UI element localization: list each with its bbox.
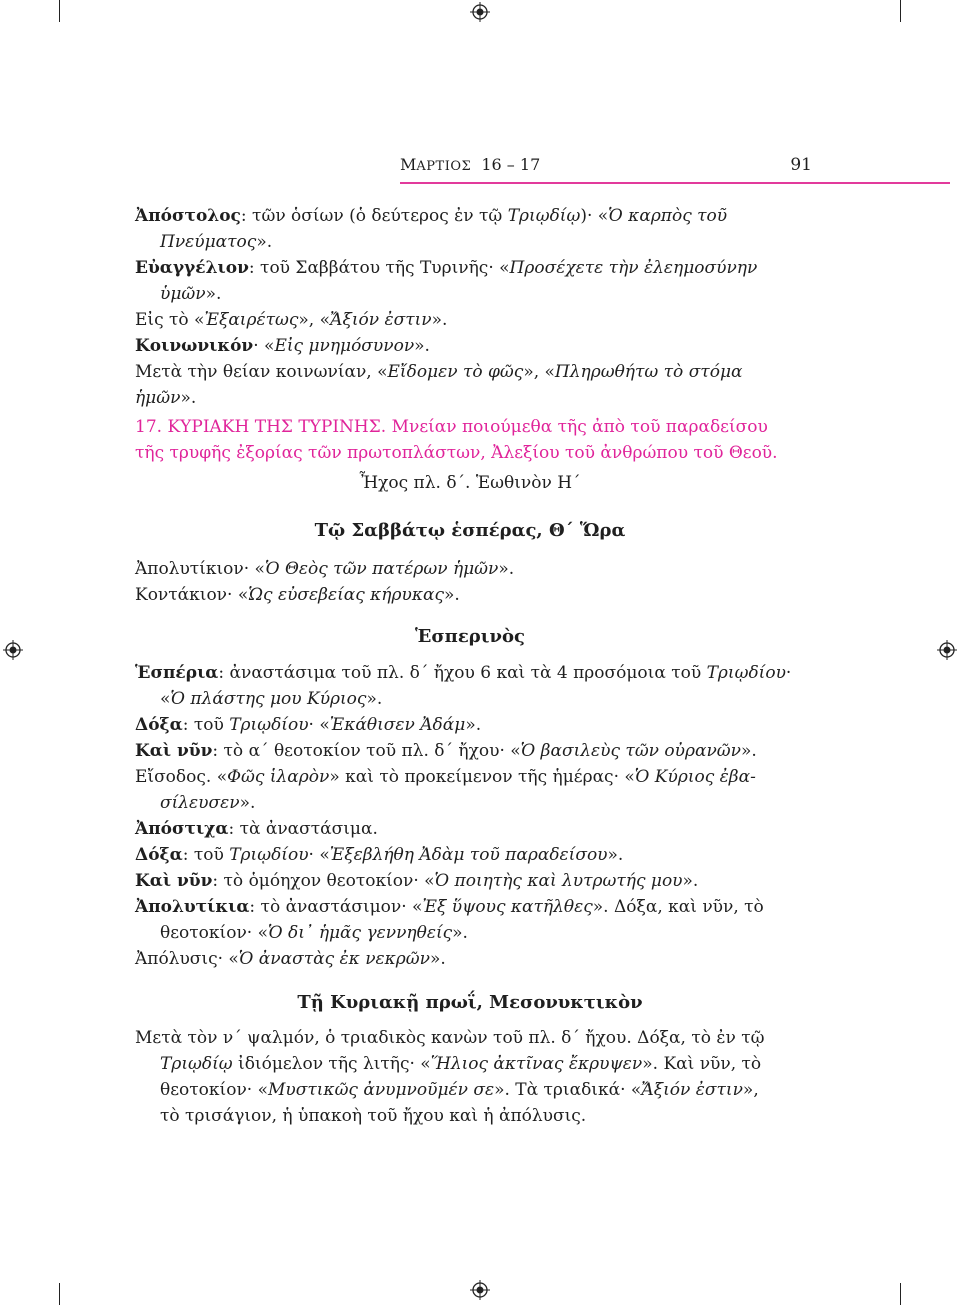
koinonikon-line: Κοινωνικόν· «Εἰς μνημόσυνον». xyxy=(135,336,430,356)
feast-title: ΚΥΡΙΑΚΗ ΤΗΣ ΤΥΡΙΝΗΣ. xyxy=(167,417,387,437)
registration-mark-icon xyxy=(937,640,957,660)
apolytikia-line-cont: θεοτοκίον· «Ὁ δι᾽ ἡμᾶς γεννηθείς». xyxy=(160,923,468,943)
feast-heading: 17. ΚΥΡΙΑΚΗ ΤΗΣ ΤΥΡΙΝΗΣ. Μνείαν ποιούμεθα τῆς ἀπὸ τοῦ παραδείσου τῆς τρυφῆς ἐξορίας τῶν πρωτοπλάστων, Ἀλεξίου τοῦ ἀνθρώπου τοῦ Θεοῦ. xyxy=(135,417,778,463)
vespers-heading: Ἑσπερινὸς xyxy=(415,626,525,647)
crop-mark xyxy=(900,1283,901,1305)
hesperia-line-cont: «Ὁ πλάστης μου Κύριος». xyxy=(160,689,383,709)
gospel-line-cont: ὑμῶν». xyxy=(160,284,222,304)
gospel-line: Εὐαγγέλιον: τοῦ Σαββάτου τῆς Τυρινῆς· «Προσέχετε τὴν ἐλεημοσύνην xyxy=(135,258,758,278)
sunday-line-2: Τριῳδίῳ ἰδιόμελον τῆς λιτῆς· «Ἥλιος ἀκτῖνας ἔκρυψεν». Καὶ νῦν, τὸ xyxy=(160,1054,762,1074)
megalynarion-line: Εἰς τὸ «Ἐξαιρέτως», «Ἄξιόν ἐστιν». xyxy=(135,310,448,330)
crop-mark xyxy=(59,1283,60,1305)
aposticha-line: Ἀπόστιχα: τὰ ἀναστάσιμα. xyxy=(135,819,378,839)
sunday-line-4: τὸ τρισάγιον, ἡ ὑπακοὴ τοῦ ἤχου καὶ ἡ ἀπόλυσις. xyxy=(160,1106,587,1126)
crop-mark xyxy=(900,0,901,22)
kontakion-line: Κοντάκιον· «Ὡς εὐσεβείας κήρυκας». xyxy=(135,585,460,605)
saturday-heading: Τῷ Σαββάτῳ ἑσπέρας, Θ΄ Ὥρα xyxy=(314,520,626,541)
liturgy-readings xyxy=(135,203,805,411)
header-title: ΜΑΡΤΙΟΣ 16 – 17 xyxy=(400,155,541,174)
apostolos-line-cont: Πνεύματος». xyxy=(160,232,273,252)
apolysis-line: Ἀπόλυσις· «Ὁ ἀναστὰς ἐκ νεκρῶν». xyxy=(135,949,446,969)
registration-mark-icon xyxy=(470,2,490,22)
vespers-body xyxy=(135,660,805,972)
eisodos-line: Εἴσοδος. «Φῶς ἱλαρὸν» καὶ τὸ προκείμενον τῆς ἡμέρας· «Ὁ Κύριος ἐβα- xyxy=(135,767,756,787)
feast-number: 17. xyxy=(135,417,163,437)
registration-mark-icon xyxy=(470,1280,490,1300)
crop-mark xyxy=(59,0,60,22)
tone-line: Ἦχος πλ. δ΄. Ἑωθινὸν Η΄ xyxy=(359,473,581,493)
hesperia-line: Ἑσπέρια: ἀναστάσιμα τοῦ πλ. δ΄ ἤχου 6 καὶ τὰ 4 προσόμοια τοῦ Τριῳδίου· xyxy=(135,663,792,683)
eisodos-line-cont: σίλευσεν». xyxy=(160,793,256,813)
ninth-hour-hymns xyxy=(135,556,805,608)
apolytikion-line: Ἀπολυτίκιον· «Ὁ Θεὸς τῶν πατέρων ἡμῶν». xyxy=(135,559,515,579)
doxa-line-2: Δόξα: τοῦ Τριῳδίου· «Ἐξεβλήθη Ἀδὰμ τοῦ παραδείσου». xyxy=(135,845,624,865)
kai-nyn-line: Καὶ νῦν: τὸ α΄ θεοτοκίον τοῦ πλ. δ΄ ἤχου· «Ὁ βασιλεὺς τῶν οὐρανῶν». xyxy=(135,741,757,761)
page-number: 91 xyxy=(790,155,812,175)
running-header xyxy=(160,155,812,185)
apolytikia-line: Ἀπολυτίκια: τὸ ἀναστάσιμον· «Ἐξ ὕψους κατῆλθες». Δόξα, καὶ νῦν, τὸ xyxy=(135,897,764,917)
sunday-line-3: θεοτοκίον· «Μυστικῶς ἀνυμνοῦμέν σε». Τὰ τριαδικά· «Ἄξιόν ἐστιν», xyxy=(160,1080,759,1100)
kai-nyn-line-2: Καὶ νῦν: τὸ ὁμόηχον θεοτοκίον· «Ὁ ποιητὴς καὶ λυτρωτής μου». xyxy=(135,871,699,891)
doxa-line: Δόξα: τοῦ Τριῳδίου· «Ἐκάθισεν Ἀδάμ». xyxy=(135,715,482,735)
sunday-line-1: Μετὰ τὸν ν΄ ψαλμόν, ὁ τριαδικὸς κανὼν τοῦ πλ. δ΄ ἤχου. Δόξα, τὸ ἐν τῷ xyxy=(135,1028,765,1048)
after-communion-line: Μετὰ τὴν θείαν κοινωνίαν, «Εἴδομεν τὸ φῶς», «Πληρωθήτω τὸ στόμα ἡμῶν». xyxy=(135,362,743,408)
registration-mark-icon xyxy=(3,640,23,660)
header-dates: 16 – 17 xyxy=(481,155,541,174)
sunday-heading: Τῇ Κυριακῇ πρωΐ, Μεσονυκτικὸν xyxy=(297,992,643,1013)
apostolos-line: Ἀπόστολος: τῶν ὁσίων (ὁ δεύτερος ἐν τῷ Τριῳδίῳ)· «Ὁ καρπὸς τοῦ xyxy=(135,206,728,226)
sunday-body xyxy=(135,1025,805,1129)
header-rule xyxy=(400,182,950,184)
